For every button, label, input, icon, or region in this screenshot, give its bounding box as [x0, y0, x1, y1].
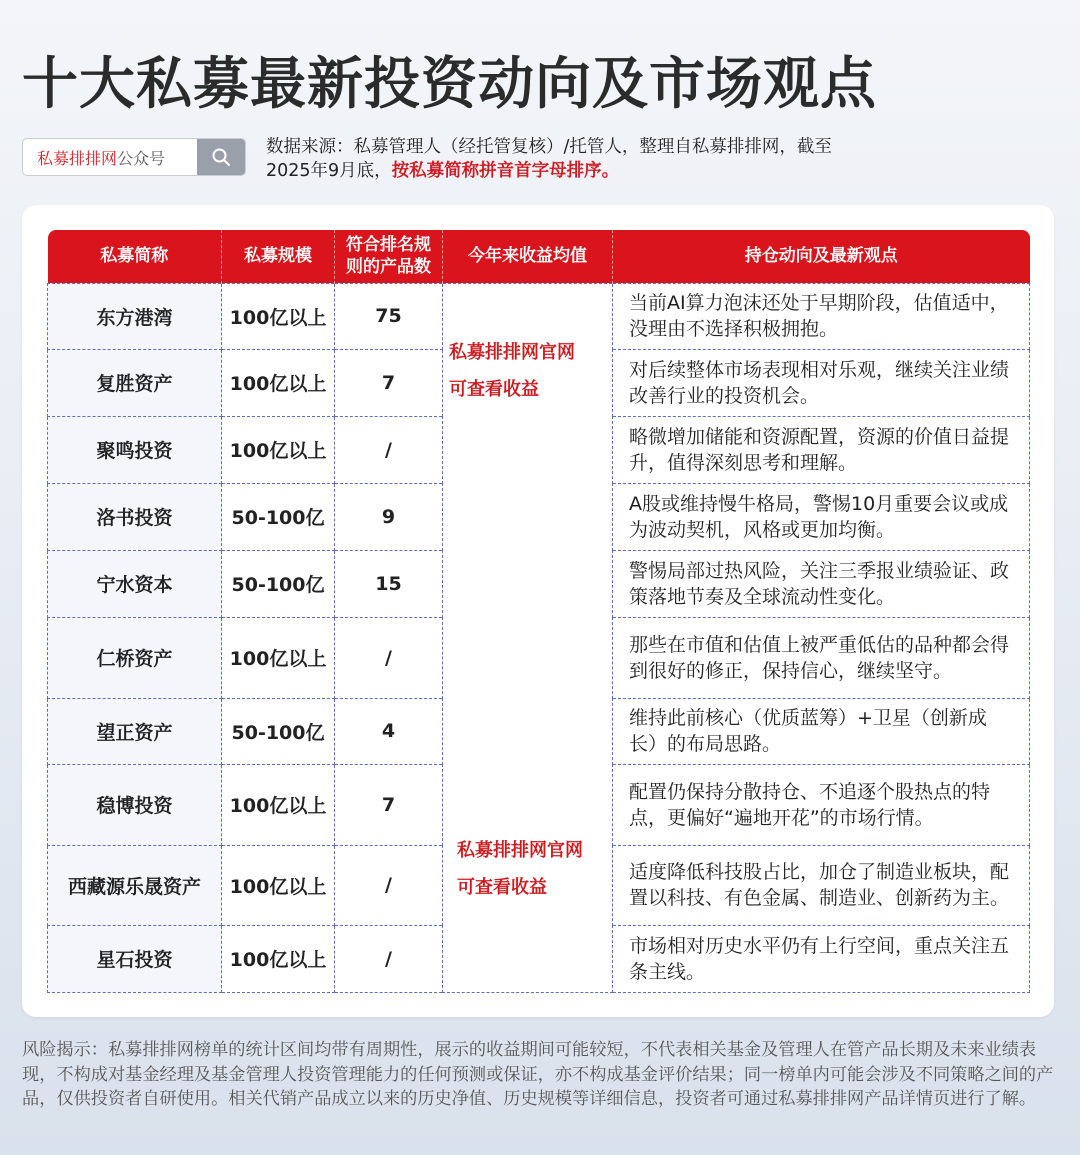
- search-button[interactable]: [197, 139, 245, 175]
- return-note-bottom-line2: 可查看收益: [457, 876, 547, 898]
- fund-name: 复胜资产: [48, 349, 222, 416]
- product-count: 4: [335, 698, 443, 764]
- source-highlight: 按私募简称拼音首字母排序。: [391, 161, 620, 181]
- search-brand: 私募排排网: [37, 148, 118, 168]
- search-box[interactable]: [22, 138, 246, 176]
- product-count: /: [335, 925, 443, 992]
- product-count: /: [335, 845, 443, 925]
- header-scale: 私募规模: [222, 230, 335, 283]
- fund-scale: 100亿以上: [222, 617, 335, 698]
- return-column: [443, 283, 613, 992]
- fund-name: 洛书投资: [48, 483, 222, 550]
- fund-name: 望正资产: [48, 698, 222, 764]
- return-note-top[interactable]: [449, 334, 575, 408]
- product-count: 7: [335, 764, 443, 845]
- table-header-row: [48, 230, 1030, 283]
- fund-name: 星石投资: [48, 925, 222, 992]
- fund-name: 聚鸣投资: [48, 416, 222, 483]
- header-name: 私募简称: [48, 230, 222, 283]
- fund-scale: 100亿以上: [222, 925, 335, 992]
- fund-scale: 100亿以上: [222, 845, 335, 925]
- fund-scale: 50-100亿: [222, 483, 335, 550]
- header-view: 持仓动向及最新观点: [613, 230, 1030, 283]
- table-row: [48, 283, 1030, 349]
- fund-table: [47, 230, 1030, 993]
- fund-name: 宁水资本: [48, 550, 222, 617]
- fund-view: 当前AI算力泡沫还处于早期阶段，估值适中，没理由不选择积极拥抱。: [613, 283, 1030, 349]
- fund-scale: 50-100亿: [222, 698, 335, 764]
- return-note-top-line2: 可查看收益: [449, 378, 539, 400]
- return-note-top-line1: 私募排排网官网: [449, 341, 575, 363]
- fund-scale: 100亿以上: [222, 349, 335, 416]
- return-note-bottom[interactable]: [457, 832, 583, 906]
- search-icon: [211, 147, 231, 167]
- fund-view: 对后续整体市场表现相对乐观，继续关注业绩改善行业的投资机会。: [613, 349, 1030, 416]
- fund-scale: 100亿以上: [222, 416, 335, 483]
- search-suffix: 公众号: [117, 148, 166, 168]
- fund-view: 适度降低科技股占比，加仓了制造业板块，配置以科技、有色金属、制造业、创新药为主。: [613, 845, 1030, 925]
- fund-name: 稳博投资: [48, 764, 222, 845]
- product-count: 75: [335, 283, 443, 349]
- data-source-note: [266, 135, 866, 183]
- fund-name: 西藏源乐晟资产: [48, 845, 222, 925]
- header-return: 今年来收益均值: [443, 230, 613, 283]
- fund-view: 配置仍保持分散持仓、不追逐个股热点的特点，更偏好“遍地开花”的市场行情。: [613, 764, 1030, 845]
- search-label: [23, 139, 197, 175]
- fund-name: 东方港湾: [48, 283, 222, 349]
- header-count: 符合排名规则的产品数: [335, 230, 443, 283]
- product-count: /: [335, 617, 443, 698]
- fund-view: 那些在市值和估值上被严重低估的品种都会得到很好的修正，保持信心，继续坚守。: [613, 617, 1030, 698]
- product-count: /: [335, 416, 443, 483]
- source-text: 数据来源：私募管理人（经托管复核）/托管人，整理自私募排排网，截至2025年9月底，: [266, 137, 832, 181]
- product-count: 7: [335, 349, 443, 416]
- product-count: 15: [335, 550, 443, 617]
- fund-scale: 50-100亿: [222, 550, 335, 617]
- fund-view: 警惕局部过热风险，关注三季报业绩验证、政策落地节奏及全球流动性变化。: [613, 550, 1030, 617]
- fund-view: 维持此前核心（优质蓝筹）+卫星（创新成长）的布局思路。: [613, 698, 1030, 764]
- fund-scale: 100亿以上: [222, 283, 335, 349]
- fund-view: 市场相对历史水平仍有上行空间，重点关注五条主线。: [613, 925, 1030, 992]
- product-count: 9: [335, 483, 443, 550]
- risk-disclaimer: 风险揭示：私募排排网榜单的统计区间均带有周期性，展示的收益期间可能较短，不代表相关基金及管理人在管产品长期及未来业绩表现，不构成对基金经理及基金管理人投资管理能力的任何预测或保证，亦不构成基金评价结果；同一榜单内可能会涉及不同策略之间的产品，仅供投资者自研使用。相关代销产品成立以来的历史净值、历史规模等详细信息，投资者可通过私募排排网产品详情页进行了解。: [22, 1040, 1054, 1109]
- fund-view: A股或维持慢牛格局，警惕10月重要会议或成为波动契机，风格或更加均衡。: [613, 483, 1030, 550]
- return-note-bottom-line1: 私募排排网官网: [457, 839, 583, 861]
- fund-view: 略微增加储能和资源配置，资源的价值日益提升，值得深刻思考和理解。: [613, 416, 1030, 483]
- fund-scale: 100亿以上: [222, 764, 335, 845]
- fund-name: 仁桥资产: [48, 617, 222, 698]
- page-title: 十大私募最新投资动向及市场观点: [22, 52, 877, 117]
